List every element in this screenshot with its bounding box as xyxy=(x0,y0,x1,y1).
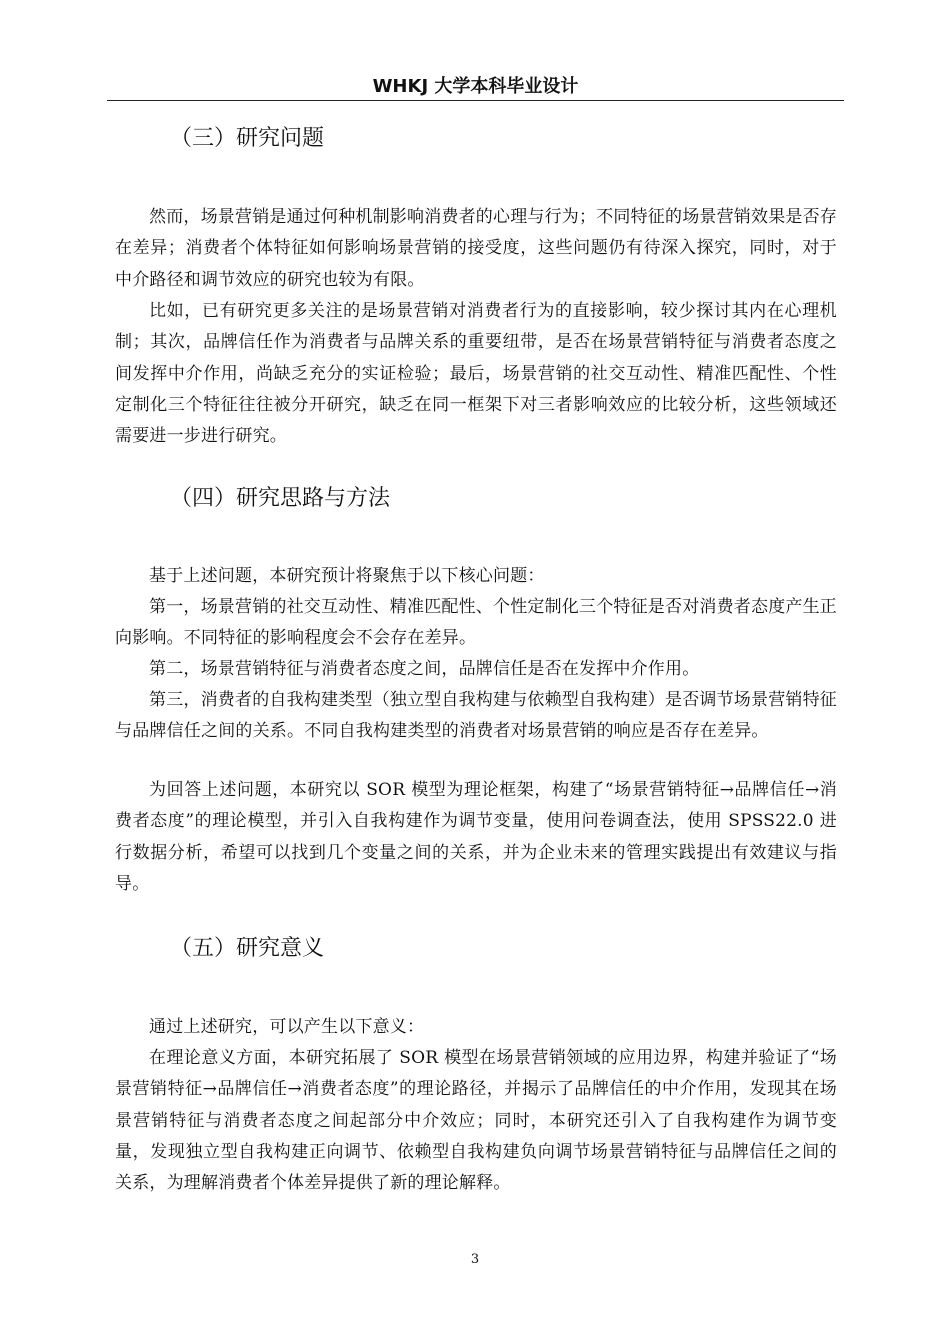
paragraph: 第三，消费者的自我构建类型（独立型自我构建与依赖型自我构建）是否调节场景营销特征与品牌信任之间的关系。不同自我构建类型的消费者对场景营销的响应是否存在差异。 xyxy=(115,690,837,742)
section-heading: （三）研究问题 xyxy=(170,126,325,151)
paragraph: 为回答上述问题，本研究以 SOR 模型为理论框架，构建了“场景营销特征→品牌信任→消费者态度”的理论模型，并引入自我构建作为调节变量，使用问卷调查法，使用 SPSS22.0 进行数据分析，希望可以找到几个变量之间的关系，并为企业未来的管理实践提出有效建议与指导。 xyxy=(115,780,837,894)
page-header: WHKJ 大学本科毕业设计 xyxy=(372,76,579,97)
paragraph: 比如，已有研究更多关注的是场景营销对消费者行为的直接影响，较少探讨其内在心理机制；其次，品牌信任作为消费者与品牌关系的重要纽带，是否在场景营销特征与消费者态度之间发挥中介作用，尚缺乏充分的实证检验；最后，场景营销的社交互动性、精准匹配性、个性定制化三个特征往往被分开研究，缺乏在同一框架下对三者影响效应的比较分析，这些领域还需要进一步进行研究。 xyxy=(115,301,837,447)
paragraph: 在理论意义方面，本研究拓展了 SOR 模型在场景营销领域的应用边界，构建并验证了“场景营销特征→品牌信任→消费者态度”的理论路径，并揭示了品牌信任的中介作用，发现其在场景营销特征与消费者态度之间起部分中介效应；同时，本研究还引入了自我构建作为调节变量，发现独立型自我构建正向调节、依赖型自我构建负向调节场景营销特征与品牌信任之间的关系，为理解消费者个体差异提供了新的理论解释。 xyxy=(115,1048,837,1194)
paragraph: 基于上述问题，本研究预计将聚焦于以下核心问题： xyxy=(149,566,545,586)
paragraph: 通过上述研究，可以产生以下意义： xyxy=(149,1017,425,1037)
section-heading: （四）研究思路与方法 xyxy=(170,486,391,511)
section-heading: （五）研究意义 xyxy=(170,936,325,961)
paragraph: 第二，场景营销特征与消费者态度之间，品牌信任是否在发挥中介作用。 xyxy=(149,659,700,679)
paragraph: 第一，场景营销的社交互动性、精准匹配性、个性定制化三个特征是否对消费者态度产生正向影响。不同特征的影响程度会不会存在差异。 xyxy=(115,597,837,649)
page-number: 3 xyxy=(470,1252,480,1267)
header-rule xyxy=(107,100,844,101)
paragraph: 然而，场景营销是通过何种机制影响消费者的心理与行为；不同特征的场景营销效果是否存在差异；消费者个体特征如何影响场景营销的接受度，这些问题仍有待深入探究，同时，对于中介路径和调节效应的研究也较为有限。 xyxy=(115,207,837,290)
